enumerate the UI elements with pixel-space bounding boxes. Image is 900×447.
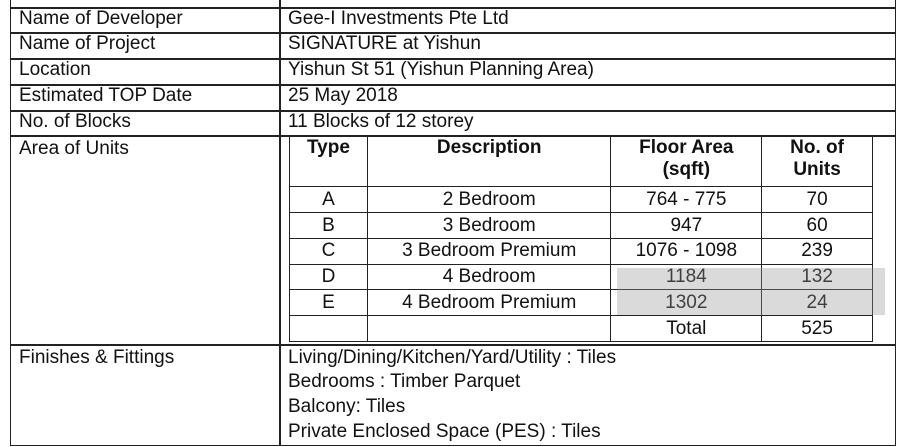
unit-floor-area: 1302 <box>611 290 762 316</box>
finish-line: Living/Dining/Kitchen/Yard/Utility : Tiles <box>288 347 617 368</box>
total-value: 525 <box>762 316 873 342</box>
unit-floor-area: 1076 - 1098 <box>611 238 762 264</box>
units-header-line2: Units <box>793 159 841 180</box>
column-divider <box>279 0 281 445</box>
unit-type: D <box>290 264 368 290</box>
project-label: Name of Project <box>19 33 156 54</box>
units-header-row <box>290 137 873 187</box>
area-of-units-label: Area of Units <box>19 138 129 159</box>
developer-label: Name of Developer <box>19 8 183 29</box>
table-row <box>290 238 873 264</box>
unit-floor-area: 947 <box>611 213 762 239</box>
finishes-label: Finishes & Fittings <box>19 347 175 368</box>
unit-description: 3 Bedroom Premium <box>367 238 611 264</box>
developer-value: Gee-I Investments Pte Ltd <box>288 8 509 29</box>
unit-count: 60 <box>762 213 873 239</box>
unit-description: 2 Bedroom <box>367 187 611 213</box>
unit-description: 4 Bedroom <box>367 264 611 290</box>
location-label: Location <box>19 59 91 80</box>
finish-line: Balcony: Tiles <box>288 396 406 417</box>
top-date-label: Estimated TOP Date <box>19 85 193 106</box>
finish-line: Bedrooms : Timber Parquet <box>288 371 521 392</box>
table-row <box>290 290 873 316</box>
description-header: Description <box>367 137 611 187</box>
units-table <box>289 136 873 342</box>
table-row <box>290 264 873 290</box>
unit-type: E <box>290 290 368 316</box>
unit-description: 4 Bedroom Premium <box>367 290 611 316</box>
floor-area-header-line1: Floor Area <box>639 137 734 158</box>
floor-area-header <box>611 137 762 187</box>
floor-area-header-line2: (sqft) <box>662 159 711 180</box>
unit-count: 24 <box>762 290 873 316</box>
blocks-value: 11 Blocks of 12 storey <box>288 111 474 132</box>
table-row <box>290 187 873 213</box>
unit-description: 3 Bedroom <box>367 213 611 239</box>
finish-line: Private Enclosed Space (PES) : Tiles <box>288 421 601 442</box>
unit-floor-area: 764 - 775 <box>611 187 762 213</box>
blocks-label: No. of Blocks <box>19 111 131 132</box>
units-header-line1: No. of <box>790 137 844 158</box>
project-value: SIGNATURE at Yishun <box>288 33 481 54</box>
total-label: Total <box>611 316 762 342</box>
total-row <box>290 316 873 342</box>
unit-count: 132 <box>762 264 873 290</box>
type-header: Type <box>290 137 368 187</box>
unit-type: B <box>290 213 368 239</box>
location-value: Yishun St 51 (Yishun Planning Area) <box>288 59 594 80</box>
unit-count: 239 <box>762 238 873 264</box>
empty-cell <box>290 316 368 342</box>
unit-type: A <box>290 187 368 213</box>
table-row <box>290 213 873 239</box>
top-date-value: 25 May 2018 <box>288 85 398 106</box>
unit-floor-area: 1184 <box>611 264 762 290</box>
units-count-header <box>762 137 873 187</box>
empty-cell <box>367 316 611 342</box>
unit-type: C <box>290 238 368 264</box>
unit-count: 70 <box>762 187 873 213</box>
